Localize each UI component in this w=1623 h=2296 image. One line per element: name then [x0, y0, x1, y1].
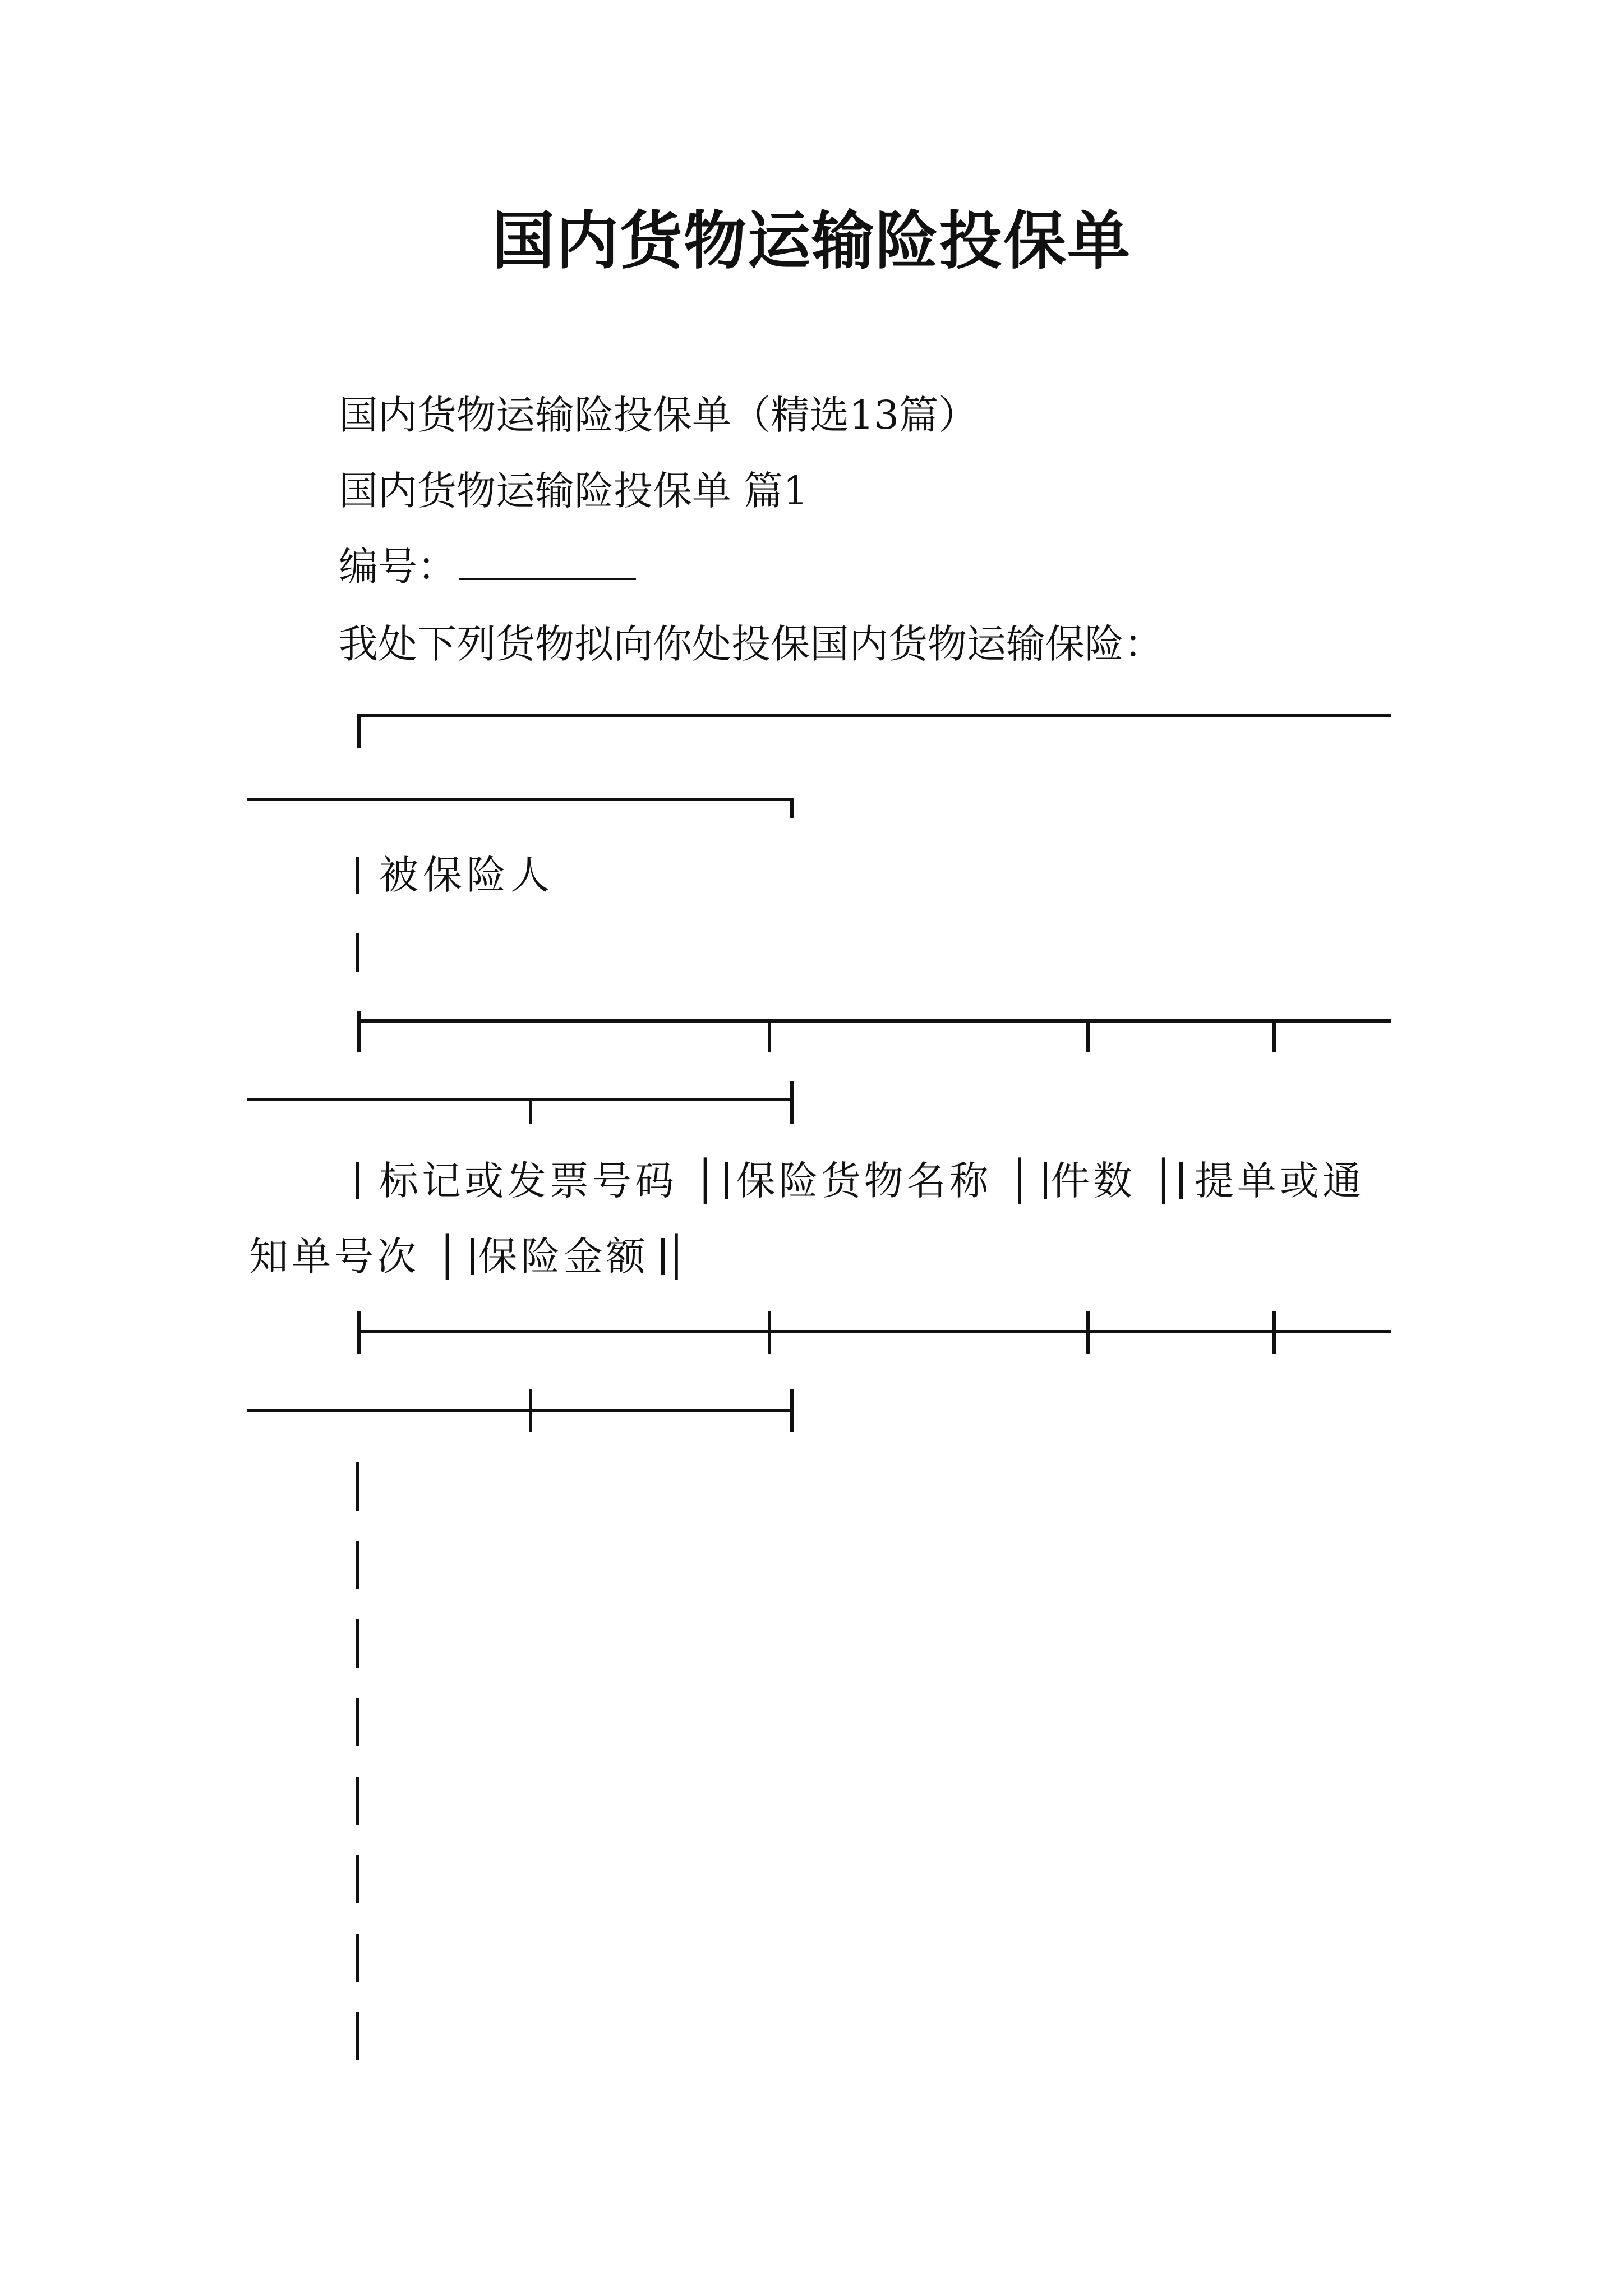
subtitle: 国内货物运输险投保单（精选13篇） [339, 392, 978, 438]
table-top-corner [359, 715, 1390, 746]
table-header-line-2: 知单号次 │ 保险金额 │ [249, 1234, 692, 1280]
insured-label: 被保险人 [379, 852, 554, 898]
table-top-right [249, 799, 792, 816]
table-header-line-1: 标记或发票号码 │ 保险货物名称 │ 件数 │ 提单或通 [379, 1158, 1365, 1204]
number-label: 编号： [339, 544, 457, 590]
page-title: 国内货物运输险投保单 [492, 204, 1131, 278]
intro-text: 我处下列货物拟向你处投保国内货物运输保险： [339, 621, 1163, 667]
section-heading: 国内货物运输险投保单 篇1 [339, 468, 808, 514]
